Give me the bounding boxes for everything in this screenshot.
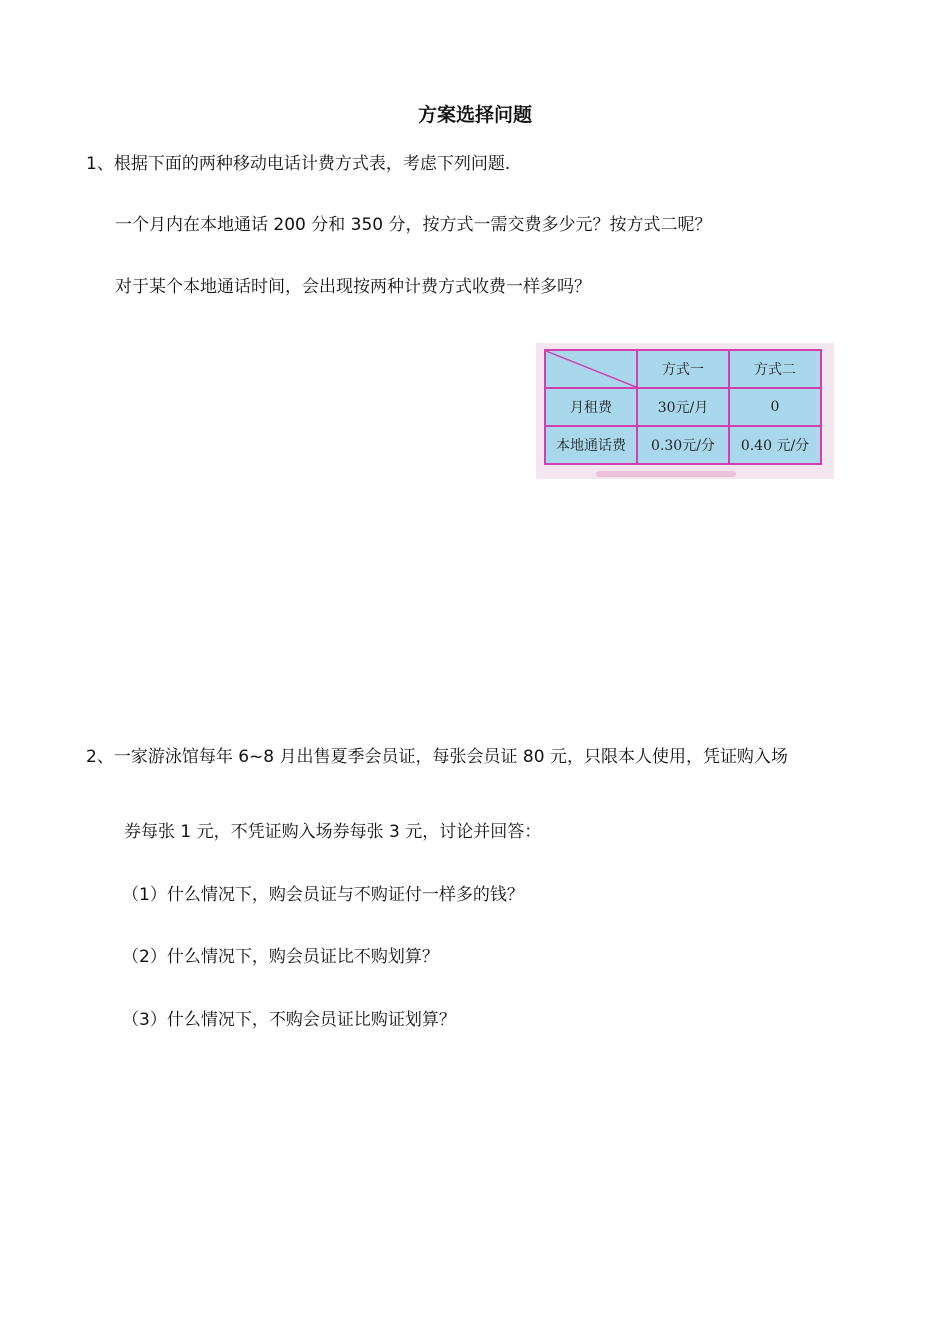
table-cell: 30元/月 [637,388,729,426]
question-1-stem: 1、根据下面的两种移动电话计费方式表，考虑下列问题. [86,154,511,174]
table-cell: 0.40 元/分 [729,426,821,464]
table-header-method-1: 方式一 [637,350,729,388]
table-shadow-decoration [596,471,736,477]
table-corner-cell [545,350,637,388]
question-1-line-1: 一个月内在本地通话 200 分和 350 分，按方式一需交费多少元？按方式二呢？ [115,215,712,235]
table-row-label: 本地通话费 [545,426,637,464]
table-row-label: 月租费 [545,388,637,426]
table-row [545,388,821,426]
question-1-line-2: 对于某个本地通话时间，会出现按两种计费方式收费一样多吗？ [115,277,591,297]
question-2-sub-3: （3）什么情况下，不购会员证比购证划算？ [122,1010,456,1030]
table-header-row [545,350,821,388]
table-row [545,426,821,464]
question-2-sub-1: （1）什么情况下，购会员证与不购证付一样多的钱？ [122,885,524,905]
question-2-stem: 2、一家游泳馆每年 6~8 月出售夏季会员证，每张会员证 80 元，只限本人使用，凭证购入场 [86,747,788,767]
fee-table [544,349,822,465]
diagonal-line-icon [546,351,636,387]
table-cell: 0.30元/分 [637,426,729,464]
table-cell: 0 [729,388,821,426]
page-title: 方案选择问题 [417,104,532,126]
question-2-line-1: 券每张 1 元，不凭证购入场券每张 3 元，讨论并回答： [124,822,542,842]
fee-table-figure [536,343,834,479]
question-2-sub-2: （2）什么情况下，购会员证比不购划算？ [122,947,439,967]
table-header-method-2: 方式二 [729,350,821,388]
